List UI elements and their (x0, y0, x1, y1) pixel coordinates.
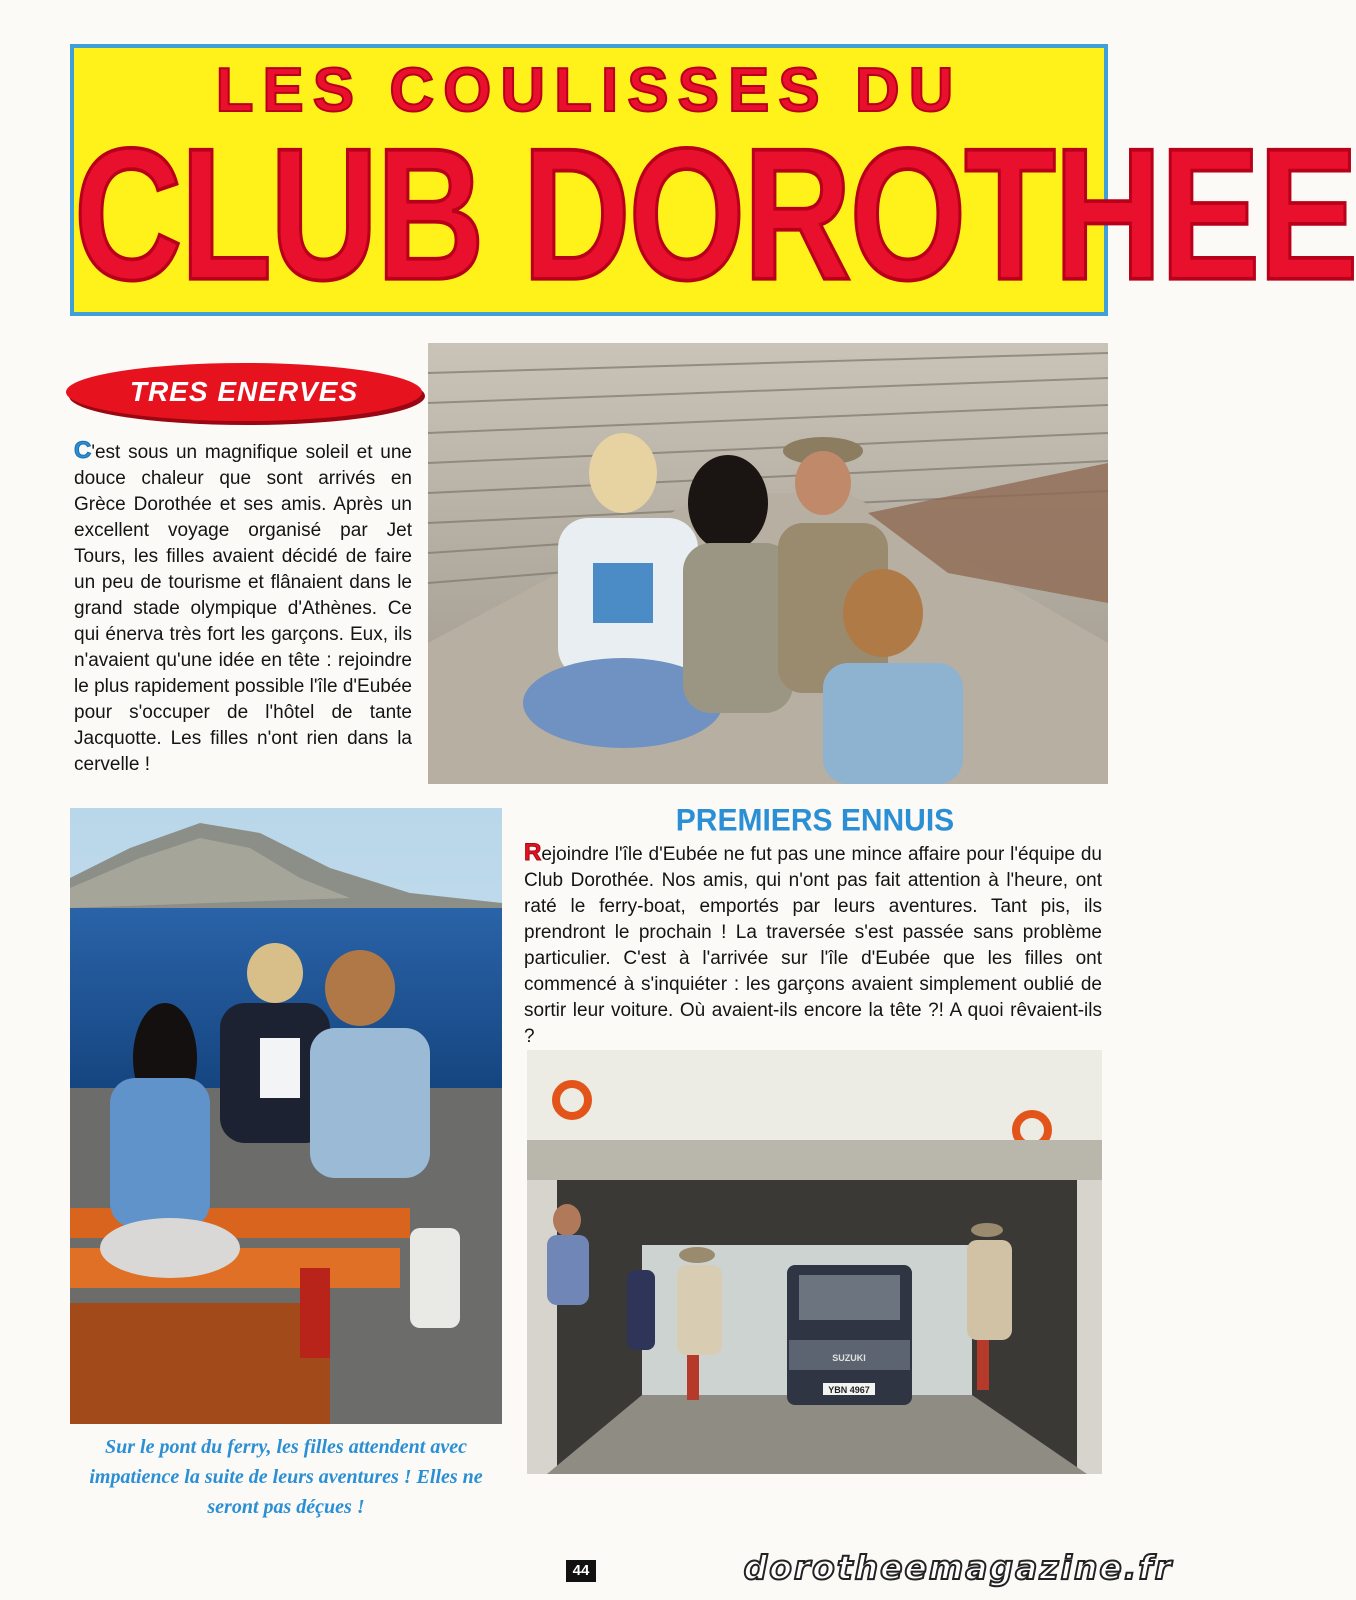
photo-ferry-ramp (527, 1050, 1102, 1474)
dropcap-r: R (524, 839, 542, 866)
site-watermark: dorotheemagazine.fr (743, 1548, 1173, 1587)
photo-ferry-deck (70, 808, 502, 1424)
title-line-2: CLUB DOROTHEE (74, 108, 1356, 319)
paragraph-1-text: 'est sous un magnifique soleil et une douce chaleur que sont arrivés en Grèce Dorothée et ses amis. Après un excellent voyage organisé par Jet Tours, les filles avaient décidé de faire un peu de tourisme et flânaient dans le grand stade olympique d'Athènes. Ce qui énerva très fort les garçons. Eux, ils n'avaient qu'une idée en tête : rejoindre le plus rapidement possible l'île d'Eubée pour s'occuper de l'hôtel de tante Jacquotte. Les filles n'ont rien dans la cervelle ! (74, 442, 412, 775)
title-line-1: LES COULISSES DU (215, 56, 963, 125)
page-number: 44 (566, 1560, 596, 1582)
paragraph-2-text: ejoindre l'île d'Eubée ne fut pas une mince affaire pour l'équipe du Club Dorothée. Nos amis, qui n'ont pas fait attention à l'heure, ont raté le ferry-boat, emportés par leurs aventures. Tant pis, ils prendront le prochain ! La traversée s'est passée sans problème particulier. C'est à l'arrivée sur l'île d'Eubée que les filles ont commencé à s'inquiéter : les garçons avaient simplement oublié de sortir leur voiture. Où avaient-ils encore la tête ?! A quoi rêvaient-ils ? (524, 844, 1102, 1047)
section-heading-tres-enerves (66, 363, 422, 421)
photo-caption: Sur le pont du ferry, les filles attendent avec impatience la suite de leurs aventures ! Elles ne seront pas déçues ! (89, 1436, 483, 1518)
article-paragraph-1 (74, 438, 412, 778)
section-heading-premiers-ennuis: PREMIERS ENNUIS (675, 803, 955, 838)
dropcap-c: C (74, 437, 92, 464)
title-banner (70, 44, 1356, 319)
jeep-brand-text: SUZUKI (832, 1353, 866, 1363)
section-heading-tres-enerves-text: TRES ENERVES (129, 376, 359, 407)
license-plate-text: YBN 4967 (828, 1385, 870, 1395)
article-paragraph-2 (524, 840, 1102, 1050)
photo-stadium-group (428, 343, 1108, 784)
